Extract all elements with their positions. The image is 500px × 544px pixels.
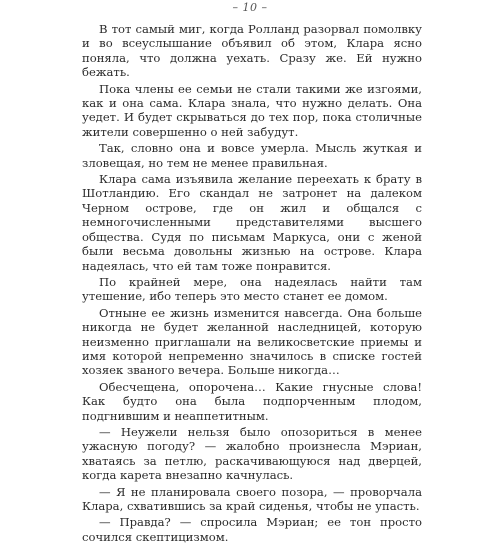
- text-body: [82, 22, 422, 544]
- paragraph: Так, словно она и вовсе умерла. Мысль жуткая и зловещая, но тем не менее правильная.: [82, 141, 422, 170]
- paragraph: Клара сама изъявила желание переехать к брату в Шотландию. Его скандал не затронет на далеком Черном острове, где он жил и общался с немногочисленными представителями высшего общества. Судя по письмам Маркуса, они с женой были весьма довольны жизнью на острове. Клара надеялась, что ей там тоже понравится.: [82, 172, 422, 273]
- page-number: – 10 –: [232, 1, 268, 14]
- paragraph: По крайней мере, она надеялась найти там утешение, ибо теперь это место станет ее домом.: [82, 274, 422, 304]
- paragraph: Отныне ее жизнь изменится навсегда. Она больше никогда не будет желанной наследницей, которую неизменно приглашали на великосветские приемы и имя которой непременно значилось в списке гостей хозяек званого вечера. Больше никогда…: [82, 305, 422, 378]
- paragraph: В тот самый миг, когда Ролланд разорвал помолвку и во всеуслышание объявил об этом, Клара ясно поняла, что должна уехать. Сразу же. Ей нужно бежать.: [82, 22, 422, 80]
- paragraph: Пока члены ее семьи не стали такими же изгоями, как и она сама. Клара знала, что нужно делать. Она уедет. И будет скрываться до тех пор, пока столичные жители совершенно о ней забудут.: [82, 81, 422, 139]
- paragraph: — Правда? — спросила Мэриан; ее тон просто сочился скептицизмом.: [82, 515, 422, 544]
- paragraph: Обесчещена, опорочена… Какие гнусные слова! Как будто она была подпорченным плодом, подгнившим и неаппетитным.: [82, 379, 422, 423]
- paragraph: — Я не планировала своего позора, — проворчала Клара, схватившись за край сиденья, чтобы не упасть.: [82, 484, 422, 513]
- paragraph: — Неужели нельзя было опозориться в менее ужасную погоду? — жалобно произнесла Мэриан, хватаясь за петлю, раскачивающуюся над дверцей, когда карета внезапно качнулась.: [82, 424, 422, 483]
